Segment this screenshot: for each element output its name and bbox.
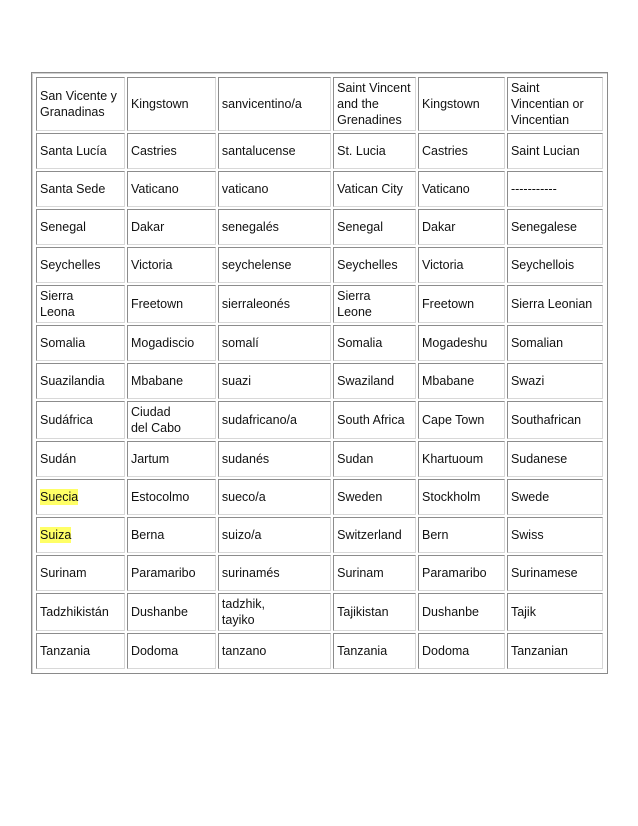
cell-text: Saint Vincent and the Grenadines (337, 81, 411, 127)
cell-spanish-nationality (218, 77, 331, 131)
cell-text: Mbabane (422, 374, 475, 388)
cell-spanish-country (36, 633, 125, 669)
cell-text: Swiss (510, 528, 544, 542)
cell-english-capital (418, 133, 505, 169)
cell-spanish-nationality (218, 555, 331, 591)
cell-text: Vaticano (422, 182, 470, 196)
table-row (36, 479, 603, 515)
cell-english-nationality (507, 325, 603, 361)
cell-english-country (333, 325, 416, 361)
cell-text: Somalian (510, 336, 564, 350)
cell-text: Jartum (130, 452, 170, 466)
cell-text: Cape Town (422, 413, 485, 427)
cell-spanish-capital (127, 285, 216, 323)
cell-text: Tanzanian (510, 644, 568, 658)
table-row (36, 633, 603, 669)
cell-english-country (333, 633, 416, 669)
cell-english-nationality (507, 593, 603, 631)
cell-english-nationality (507, 517, 603, 553)
cell-english-nationality (507, 633, 603, 669)
cell-text: Seychelles (337, 258, 398, 272)
table-row (36, 247, 603, 283)
cell-text: sueco/a (221, 490, 266, 504)
cell-english-country (333, 441, 416, 477)
cell-text: vaticano (221, 182, 269, 196)
cell-text: Paramaribo (422, 566, 487, 580)
cell-spanish-country (36, 441, 125, 477)
cell-english-country (333, 247, 416, 283)
cell-text: Victoria (422, 258, 464, 272)
cell-text: Swazi (510, 374, 545, 388)
cell-english-capital (418, 171, 505, 207)
cell-spanish-country (36, 555, 125, 591)
cell-spanish-capital (127, 325, 216, 361)
cell-spanish-country (36, 363, 125, 399)
table-row (36, 133, 603, 169)
cell-spanish-country (36, 517, 125, 553)
table-row (36, 325, 603, 361)
cell-text: Southafrican (510, 413, 582, 427)
cell-spanish-capital (127, 209, 216, 245)
cell-text: Suecia (40, 490, 79, 504)
cell-english-nationality (507, 555, 603, 591)
table-row (36, 209, 603, 245)
cell-english-nationality (507, 77, 603, 131)
cell-text: Surinam (40, 566, 87, 580)
cell-english-nationality (507, 209, 603, 245)
cell-text: Estocolmo (130, 490, 190, 504)
cell-spanish-capital (127, 517, 216, 553)
cell-text: Surinam (337, 566, 384, 580)
country-table (34, 75, 605, 671)
cell-spanish-country (36, 209, 125, 245)
cell-text: Freetown (130, 297, 184, 311)
cell-spanish-nationality (218, 209, 331, 245)
cell-text: Ciudad del Cabo (130, 405, 181, 435)
cell-text: surinamés (221, 566, 280, 580)
cell-text: Tajik (510, 605, 536, 619)
cell-english-country (333, 209, 416, 245)
cell-text: seychelense (221, 258, 292, 272)
cell-text: Switzerland (337, 528, 402, 542)
cell-text: Dodoma (422, 644, 470, 658)
cell-text: Sierra Leone (337, 289, 372, 319)
cell-spanish-nationality (218, 171, 331, 207)
cell-spanish-country (36, 325, 125, 361)
cell-spanish-capital (127, 171, 216, 207)
cell-text: Santa Sede (40, 182, 106, 196)
cell-english-country (333, 555, 416, 591)
cell-english-capital (418, 479, 505, 515)
cell-text: Sierra Leonian (510, 297, 593, 311)
cell-text: Vatican City (337, 182, 403, 196)
cell-text: South Africa (337, 413, 405, 427)
table-row (36, 441, 603, 477)
cell-spanish-capital (127, 133, 216, 169)
cell-text: Saint Vincentian or Vincentian (510, 81, 584, 127)
table-row (36, 555, 603, 591)
cell-english-capital (418, 325, 505, 361)
cell-english-nationality (507, 171, 603, 207)
cell-english-country (333, 133, 416, 169)
cell-text: Kingstown (130, 97, 189, 111)
cell-text: somalí (221, 336, 259, 350)
cell-spanish-capital (127, 363, 216, 399)
cell-spanish-nationality (218, 593, 331, 631)
table-row (36, 77, 603, 131)
table-row (36, 593, 603, 631)
table-row (36, 363, 603, 399)
cell-english-nationality (507, 363, 603, 399)
cell-text: Somalia (40, 336, 86, 350)
cell-spanish-country (36, 247, 125, 283)
table-row (36, 171, 603, 207)
cell-text: Santa Lucía (40, 144, 107, 158)
cell-english-capital (418, 555, 505, 591)
cell-spanish-country (36, 133, 125, 169)
cell-english-nationality (507, 285, 603, 323)
cell-spanish-nationality (218, 633, 331, 669)
cell-text: Mbabane (130, 374, 184, 388)
cell-text: Saint Lucian (510, 144, 580, 158)
cell-english-capital (418, 209, 505, 245)
cell-text: santalucense (221, 144, 296, 158)
cell-english-capital (418, 401, 505, 439)
cell-english-country (333, 401, 416, 439)
cell-text: Freetown (422, 297, 475, 311)
cell-text: sanvicentino/a (221, 97, 302, 111)
cell-english-capital (418, 77, 505, 131)
cell-english-capital (418, 363, 505, 399)
cell-english-capital (418, 285, 505, 323)
cell-text: sudafricano/a (221, 413, 297, 427)
cell-text: Tajikistan (337, 605, 389, 619)
cell-spanish-nationality (218, 133, 331, 169)
cell-english-nationality (507, 133, 603, 169)
cell-text: Sweden (337, 490, 383, 504)
cell-spanish-nationality (218, 247, 331, 283)
cell-text: Surinamese (510, 566, 578, 580)
cell-english-capital (418, 247, 505, 283)
cell-text: Paramaribo (130, 566, 196, 580)
cell-text: Dodoma (130, 644, 179, 658)
cell-english-nationality (507, 401, 603, 439)
cell-text: Dakar (130, 220, 165, 234)
cell-text: Sierra Leona (40, 289, 75, 319)
cell-spanish-nationality (218, 479, 331, 515)
cell-spanish-country (36, 593, 125, 631)
cell-text: Mogadeshu (422, 336, 488, 350)
cell-spanish-capital (127, 555, 216, 591)
cell-spanish-capital (127, 441, 216, 477)
cell-text: Tadzhikistán (40, 605, 109, 619)
cell-english-capital (418, 441, 505, 477)
cell-spanish-capital (127, 479, 216, 515)
cell-text: tadzhik, tayiko (221, 597, 265, 627)
cell-text: Swaziland (337, 374, 395, 388)
cell-text: Senegal (337, 220, 383, 234)
cell-text: Sudan (337, 452, 374, 466)
cell-spanish-nationality (218, 363, 331, 399)
cell-english-nationality (507, 247, 603, 283)
cell-text: Sudán (40, 452, 77, 466)
cell-spanish-capital (127, 401, 216, 439)
cell-text: Victoria (130, 258, 173, 272)
cell-spanish-nationality (218, 517, 331, 553)
cell-text: tanzano (221, 644, 267, 658)
cell-text: Dushanbe (422, 605, 480, 619)
cell-text: sierraleonés (221, 297, 290, 311)
cell-spanish-capital (127, 77, 216, 131)
cell-english-country (333, 77, 416, 131)
cell-text: suizo/a (221, 528, 262, 542)
table-row (36, 285, 603, 323)
cell-english-capital (418, 593, 505, 631)
cell-spanish-capital (127, 593, 216, 631)
cell-text: Sudanese (510, 452, 568, 466)
cell-text: Stockholm (422, 490, 481, 504)
cell-text: Berna (130, 528, 165, 542)
cell-english-country (333, 171, 416, 207)
cell-text: Kingstown (422, 97, 480, 111)
cell-english-nationality (507, 441, 603, 477)
table-row (36, 517, 603, 553)
cell-english-country (333, 517, 416, 553)
cell-text: senegalés (221, 220, 279, 234)
cell-text: suazi (221, 374, 252, 388)
cell-spanish-nationality (218, 401, 331, 439)
table-row (36, 401, 603, 439)
cell-text: Tanzania (337, 644, 388, 658)
cell-spanish-capital (127, 247, 216, 283)
cell-text: Seychelles (40, 258, 101, 272)
cell-text: Senegal (40, 220, 86, 234)
cell-english-capital (418, 517, 505, 553)
cell-english-country (333, 593, 416, 631)
cell-spanish-nationality (218, 441, 331, 477)
cell-text: Sudáfrica (40, 413, 93, 427)
cell-text: Tanzania (40, 644, 91, 658)
cell-text: San Vicente y Granadinas (40, 89, 117, 119)
cell-spanish-country (36, 401, 125, 439)
cell-spanish-capital (127, 633, 216, 669)
cell-text: Seychellois (510, 258, 575, 272)
cell-spanish-nationality (218, 325, 331, 361)
cell-text: Dushanbe (130, 605, 188, 619)
country-table-body (36, 77, 603, 669)
cell-spanish-nationality (218, 285, 331, 323)
cell-spanish-country (36, 171, 125, 207)
cell-text: Dakar (422, 220, 456, 234)
cell-text: Vaticano (130, 182, 179, 196)
cell-text: Mogadiscio (130, 336, 195, 350)
cell-text: Castries (130, 144, 177, 158)
cell-spanish-country (36, 479, 125, 515)
country-table-frame (31, 72, 608, 674)
cell-text: Senegalese (510, 220, 577, 234)
cell-english-country (333, 285, 416, 323)
cell-english-country (333, 363, 416, 399)
cell-spanish-country (36, 285, 125, 323)
cell-english-nationality (507, 479, 603, 515)
cell-spanish-country (36, 77, 125, 131)
cell-text: St. Lucia (337, 144, 386, 158)
cell-text: Somalia (337, 336, 383, 350)
cell-text: Castries (422, 144, 468, 158)
cell-text: ----------- (510, 182, 557, 196)
cell-english-country (333, 479, 416, 515)
cell-english-capital (418, 633, 505, 669)
cell-text: Suiza (40, 528, 72, 542)
cell-text: Bern (422, 528, 449, 542)
cell-text: sudanés (221, 452, 270, 466)
cell-text: Swede (510, 490, 550, 504)
cell-text: Khartuoum (422, 452, 484, 466)
cell-text: Suazilandia (40, 374, 105, 388)
